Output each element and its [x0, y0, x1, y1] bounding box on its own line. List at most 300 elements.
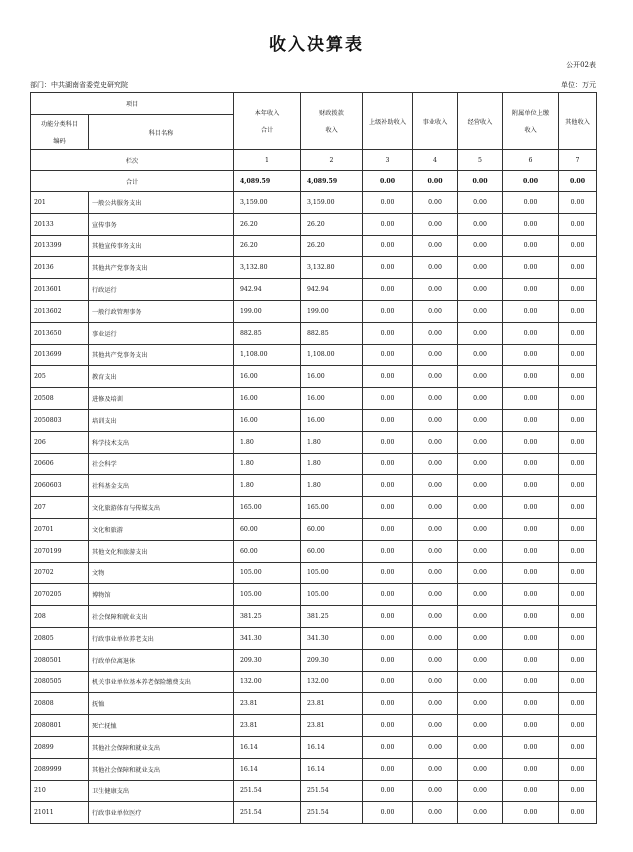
table-row: [31, 300, 597, 322]
subject-name: 社会保障和就业支出: [89, 606, 234, 628]
value-zero: 0.00: [559, 344, 597, 366]
value-zero: 0.00: [363, 497, 413, 519]
value-total: 16.14: [234, 736, 301, 758]
subject-code: 2080801: [31, 715, 89, 737]
value-zero: 0.00: [413, 627, 458, 649]
value-zero: 0.00: [559, 322, 597, 344]
table-row: [31, 257, 597, 279]
header-col-fiscal: 财政拨款 收入: [301, 93, 363, 150]
value-fiscal: 16.00: [301, 388, 363, 410]
table-row: [31, 758, 597, 780]
value-zero: 0.00: [458, 758, 503, 780]
value-total: 209.30: [234, 649, 301, 671]
value-zero: 0.00: [559, 388, 597, 410]
subject-name: 一般行政管理事务: [89, 300, 234, 322]
value-zero: 0.00: [503, 562, 559, 584]
subject-name: 死亡抚恤: [89, 715, 234, 737]
value-zero: 0.00: [458, 802, 503, 824]
header-col-operating: 经营收入: [458, 93, 503, 150]
value-zero: 0.00: [413, 562, 458, 584]
value-total: 1.80: [234, 431, 301, 453]
table-row: [31, 322, 597, 344]
table-row: [31, 671, 597, 693]
value-fiscal: 942.94: [301, 279, 363, 301]
table-row: [31, 540, 597, 562]
value-zero: 0.00: [458, 431, 503, 453]
table-row: [31, 715, 597, 737]
value-zero: 0.00: [458, 213, 503, 235]
value-fiscal: 1.80: [301, 475, 363, 497]
subject-code: 20805: [31, 627, 89, 649]
subject-name: 一般公共服务支出: [89, 192, 234, 214]
row-index-label: 栏次: [31, 150, 234, 171]
value-zero: 0.00: [363, 409, 413, 431]
value-zero: 0.00: [413, 497, 458, 519]
value-zero: 0.00: [503, 344, 559, 366]
value-zero: 0.00: [363, 584, 413, 606]
value-zero: 0.00: [413, 192, 458, 214]
subject-code: 20701: [31, 518, 89, 540]
value-zero: 0.00: [413, 606, 458, 628]
value-zero: 0.00: [559, 235, 597, 257]
value-zero: 0.00: [458, 497, 503, 519]
value-zero: 0.00: [363, 780, 413, 802]
value-zero: 0.00: [559, 497, 597, 519]
total-value: 4,089.59: [234, 171, 301, 192]
table-row: [31, 409, 597, 431]
subject-name: 抚恤: [89, 693, 234, 715]
value-zero: 0.00: [363, 257, 413, 279]
subject-name: 进修及培训: [89, 388, 234, 410]
value-zero: 0.00: [413, 693, 458, 715]
total-value: 0.00: [503, 171, 559, 192]
value-fiscal: 26.20: [301, 235, 363, 257]
col-num: 6: [503, 150, 559, 171]
value-zero: 0.00: [503, 279, 559, 301]
value-zero: 0.00: [559, 606, 597, 628]
table-row: [31, 606, 597, 628]
value-zero: 0.00: [413, 715, 458, 737]
value-zero: 0.00: [503, 736, 559, 758]
table-row: [31, 518, 597, 540]
table-row: [31, 780, 597, 802]
total-value: 0.00: [559, 171, 597, 192]
value-zero: 0.00: [413, 453, 458, 475]
value-zero: 0.00: [458, 518, 503, 540]
value-zero: 0.00: [363, 802, 413, 824]
subject-code: 201: [31, 192, 89, 214]
subject-name: 其他共产党事务支出: [89, 257, 234, 279]
header-col-total: 本年收入 合计: [234, 93, 301, 150]
value-zero: 0.00: [458, 736, 503, 758]
value-fiscal: 60.00: [301, 540, 363, 562]
value-zero: 0.00: [559, 736, 597, 758]
value-zero: 0.00: [559, 279, 597, 301]
table-row: [31, 453, 597, 475]
value-total: 105.00: [234, 562, 301, 584]
value-zero: 0.00: [559, 562, 597, 584]
value-total: 16.14: [234, 758, 301, 780]
value-total: 132.00: [234, 671, 301, 693]
value-fiscal: 16.14: [301, 758, 363, 780]
value-zero: 0.00: [363, 540, 413, 562]
value-zero: 0.00: [458, 540, 503, 562]
value-zero: 0.00: [363, 431, 413, 453]
table-row: [31, 649, 597, 671]
subject-name: 行政事业单位养老支出: [89, 627, 234, 649]
value-zero: 0.00: [458, 627, 503, 649]
value-zero: 0.00: [413, 409, 458, 431]
value-zero: 0.00: [503, 475, 559, 497]
subject-code: 20133: [31, 213, 89, 235]
value-fiscal: 341.30: [301, 627, 363, 649]
value-zero: 0.00: [458, 671, 503, 693]
value-zero: 0.00: [363, 192, 413, 214]
subject-code: 20702: [31, 562, 89, 584]
value-total: 26.20: [234, 213, 301, 235]
col-num: 2: [301, 150, 363, 171]
value-fiscal: 60.00: [301, 518, 363, 540]
value-zero: 0.00: [559, 213, 597, 235]
subject-code: 2060603: [31, 475, 89, 497]
subject-code: 2089999: [31, 758, 89, 780]
subject-name: 教育支出: [89, 366, 234, 388]
subject-name: 行政运行: [89, 279, 234, 301]
subject-code: 21011: [31, 802, 89, 824]
total-value: 0.00: [413, 171, 458, 192]
value-total: 199.00: [234, 300, 301, 322]
value-zero: 0.00: [458, 300, 503, 322]
form-number: 公开02表: [566, 61, 596, 69]
value-zero: 0.00: [503, 584, 559, 606]
total-label: 合计: [31, 171, 234, 192]
value-zero: 0.00: [413, 475, 458, 497]
table-row: [31, 802, 597, 824]
value-fiscal: 199.00: [301, 300, 363, 322]
value-zero: 0.00: [413, 279, 458, 301]
value-zero: 0.00: [458, 715, 503, 737]
value-zero: 0.00: [503, 540, 559, 562]
value-fiscal: 882.85: [301, 322, 363, 344]
value-zero: 0.00: [559, 584, 597, 606]
subject-code: 210: [31, 780, 89, 802]
subject-name: 文化和旅游: [89, 518, 234, 540]
value-zero: 0.00: [363, 627, 413, 649]
subject-name: 科学技术支出: [89, 431, 234, 453]
value-zero: 0.00: [413, 322, 458, 344]
value-zero: 0.00: [503, 606, 559, 628]
value-zero: 0.00: [559, 540, 597, 562]
value-zero: 0.00: [413, 649, 458, 671]
value-zero: 0.00: [413, 431, 458, 453]
subject-code: 2013602: [31, 300, 89, 322]
value-fiscal: 23.81: [301, 715, 363, 737]
value-zero: 0.00: [559, 780, 597, 802]
subject-name: 其他共产党事务支出: [89, 344, 234, 366]
value-fiscal: 1.80: [301, 431, 363, 453]
value-fiscal: 105.00: [301, 584, 363, 606]
header-col-subsidy: 上级补助收入: [363, 93, 413, 150]
subject-name: 文物: [89, 562, 234, 584]
value-zero: 0.00: [559, 453, 597, 475]
value-zero: 0.00: [413, 780, 458, 802]
value-zero: 0.00: [413, 235, 458, 257]
value-zero: 0.00: [559, 693, 597, 715]
value-zero: 0.00: [363, 366, 413, 388]
value-zero: 0.00: [503, 409, 559, 431]
table-row: [31, 192, 597, 214]
value-zero: 0.00: [503, 235, 559, 257]
value-zero: 0.00: [363, 758, 413, 780]
subject-code: 2013650: [31, 322, 89, 344]
table-row: [31, 562, 597, 584]
table-row: [31, 693, 597, 715]
value-zero: 0.00: [458, 257, 503, 279]
value-zero: 0.00: [559, 192, 597, 214]
value-zero: 0.00: [458, 780, 503, 802]
value-zero: 0.00: [363, 715, 413, 737]
value-fiscal: 3,132.80: [301, 257, 363, 279]
col-num: 3: [363, 150, 413, 171]
value-zero: 0.00: [559, 758, 597, 780]
subject-code: 2080505: [31, 671, 89, 693]
value-fiscal: 251.54: [301, 780, 363, 802]
value-zero: 0.00: [413, 758, 458, 780]
value-zero: 0.00: [503, 192, 559, 214]
value-zero: 0.00: [413, 802, 458, 824]
value-total: 23.81: [234, 693, 301, 715]
value-zero: 0.00: [458, 584, 503, 606]
header-col-other: 其他收入: [559, 93, 597, 150]
column-index-row: [31, 150, 597, 171]
value-zero: 0.00: [413, 671, 458, 693]
value-zero: 0.00: [503, 322, 559, 344]
subject-name: 机关事业单位基本养老保险缴费支出: [89, 671, 234, 693]
subject-code: 20808: [31, 693, 89, 715]
value-zero: 0.00: [458, 388, 503, 410]
value-zero: 0.00: [363, 322, 413, 344]
value-zero: 0.00: [503, 497, 559, 519]
value-zero: 0.00: [458, 322, 503, 344]
value-zero: 0.00: [503, 300, 559, 322]
value-fiscal: 1.80: [301, 453, 363, 475]
value-total: 251.54: [234, 780, 301, 802]
table-row: [31, 213, 597, 235]
value-zero: 0.00: [363, 453, 413, 475]
value-zero: 0.00: [363, 518, 413, 540]
value-zero: 0.00: [503, 671, 559, 693]
value-fiscal: 251.54: [301, 802, 363, 824]
total-value: 4,089.59: [301, 171, 363, 192]
value-total: 23.81: [234, 715, 301, 737]
value-zero: 0.00: [559, 802, 597, 824]
value-zero: 0.00: [458, 475, 503, 497]
value-zero: 0.00: [503, 715, 559, 737]
value-zero: 0.00: [503, 257, 559, 279]
value-zero: 0.00: [458, 409, 503, 431]
subject-code: 2013399: [31, 235, 89, 257]
table-row: [31, 627, 597, 649]
value-zero: 0.00: [503, 213, 559, 235]
value-zero: 0.00: [458, 344, 503, 366]
subject-name: 社科基金支出: [89, 475, 234, 497]
value-zero: 0.00: [363, 671, 413, 693]
value-fiscal: 209.30: [301, 649, 363, 671]
table-row: [31, 584, 597, 606]
col-num: 7: [559, 150, 597, 171]
value-zero: 0.00: [458, 235, 503, 257]
subject-name: 行政事业单位医疗: [89, 802, 234, 824]
subject-name: 其他社会保障和就业支出: [89, 758, 234, 780]
subject-code: 208: [31, 606, 89, 628]
subject-code: 206: [31, 431, 89, 453]
value-zero: 0.00: [458, 606, 503, 628]
value-total: 251.54: [234, 802, 301, 824]
value-zero: 0.00: [559, 715, 597, 737]
unit-label: 单位：万元: [561, 81, 596, 89]
value-zero: 0.00: [503, 758, 559, 780]
subject-code: 2070199: [31, 540, 89, 562]
total-value: 0.00: [363, 171, 413, 192]
value-zero: 0.00: [503, 453, 559, 475]
subject-code: 2080501: [31, 649, 89, 671]
value-zero: 0.00: [413, 540, 458, 562]
table-row: [31, 344, 597, 366]
value-zero: 0.00: [363, 388, 413, 410]
header-row-1: [31, 93, 597, 115]
value-zero: 0.00: [458, 279, 503, 301]
subject-name: 行政单位离退休: [89, 649, 234, 671]
value-zero: 0.00: [458, 562, 503, 584]
subject-name: 其他文化和旅游支出: [89, 540, 234, 562]
value-zero: 0.00: [363, 235, 413, 257]
value-zero: 0.00: [559, 366, 597, 388]
value-fiscal: 132.00: [301, 671, 363, 693]
value-zero: 0.00: [559, 649, 597, 671]
subject-name: 文化旅游体育与传媒支出: [89, 497, 234, 519]
value-zero: 0.00: [503, 780, 559, 802]
table-row: [31, 497, 597, 519]
value-total: 3,132.80: [234, 257, 301, 279]
subject-code: 20899: [31, 736, 89, 758]
value-total: 341.30: [234, 627, 301, 649]
value-zero: 0.00: [559, 475, 597, 497]
value-zero: 0.00: [559, 431, 597, 453]
value-zero: 0.00: [413, 213, 458, 235]
value-fiscal: 381.25: [301, 606, 363, 628]
value-zero: 0.00: [458, 649, 503, 671]
total-value: 0.00: [458, 171, 503, 192]
subject-code: 2070205: [31, 584, 89, 606]
value-zero: 0.00: [503, 649, 559, 671]
value-zero: 0.00: [559, 300, 597, 322]
value-zero: 0.00: [363, 606, 413, 628]
value-zero: 0.00: [363, 649, 413, 671]
value-zero: 0.00: [503, 693, 559, 715]
value-fiscal: 1,108.00: [301, 344, 363, 366]
value-zero: 0.00: [363, 475, 413, 497]
revenue-table: [30, 92, 597, 824]
value-zero: 0.00: [413, 366, 458, 388]
table-row: [31, 366, 597, 388]
value-zero: 0.00: [503, 388, 559, 410]
table-row: [31, 235, 597, 257]
value-zero: 0.00: [363, 300, 413, 322]
value-zero: 0.00: [458, 453, 503, 475]
value-fiscal: 23.81: [301, 693, 363, 715]
value-zero: 0.00: [503, 802, 559, 824]
header-code: 功能分类科目 编码: [31, 115, 89, 150]
value-total: 1,108.00: [234, 344, 301, 366]
table-row: [31, 279, 597, 301]
value-total: 60.00: [234, 518, 301, 540]
value-total: 165.00: [234, 497, 301, 519]
table-row: [31, 475, 597, 497]
subject-code: 207: [31, 497, 89, 519]
value-total: 16.00: [234, 366, 301, 388]
subject-code: 20606: [31, 453, 89, 475]
header-col-business: 事业收入: [413, 93, 458, 150]
subject-name: 其他宣传事务支出: [89, 235, 234, 257]
subject-code: 2013699: [31, 344, 89, 366]
col-num: 1: [234, 150, 301, 171]
subject-name: 博物馆: [89, 584, 234, 606]
value-total: 105.00: [234, 584, 301, 606]
col-num: 4: [413, 150, 458, 171]
subject-code: 20136: [31, 257, 89, 279]
value-total: 3,159.00: [234, 192, 301, 214]
department-label: 部门：中共湖南省委党史研究院: [30, 81, 128, 89]
value-zero: 0.00: [559, 518, 597, 540]
value-zero: 0.00: [413, 388, 458, 410]
value-zero: 0.00: [503, 518, 559, 540]
value-zero: 0.00: [503, 627, 559, 649]
value-zero: 0.00: [559, 409, 597, 431]
value-zero: 0.00: [363, 693, 413, 715]
value-zero: 0.00: [458, 366, 503, 388]
value-zero: 0.00: [413, 344, 458, 366]
value-fiscal: 105.00: [301, 562, 363, 584]
header-name: 科目名称: [89, 115, 234, 150]
subject-name: 其他社会保障和就业支出: [89, 736, 234, 758]
subject-name: 培训支出: [89, 409, 234, 431]
subject-name: 卫生健康支出: [89, 780, 234, 802]
value-fiscal: 16.00: [301, 366, 363, 388]
value-zero: 0.00: [413, 584, 458, 606]
value-zero: 0.00: [363, 736, 413, 758]
col-num: 5: [458, 150, 503, 171]
value-zero: 0.00: [413, 300, 458, 322]
value-zero: 0.00: [363, 562, 413, 584]
subject-code: 2013601: [31, 279, 89, 301]
table-row: [31, 388, 597, 410]
value-total: 16.00: [234, 409, 301, 431]
value-total: 1.80: [234, 453, 301, 475]
value-total: 60.00: [234, 540, 301, 562]
value-zero: 0.00: [413, 257, 458, 279]
value-fiscal: 16.00: [301, 409, 363, 431]
subject-name: 宣传事务: [89, 213, 234, 235]
value-total: 942.94: [234, 279, 301, 301]
value-total: 381.25: [234, 606, 301, 628]
value-zero: 0.00: [559, 257, 597, 279]
subject-code: 205: [31, 366, 89, 388]
value-zero: 0.00: [503, 431, 559, 453]
value-zero: 0.00: [413, 518, 458, 540]
value-total: 16.00: [234, 388, 301, 410]
value-zero: 0.00: [458, 693, 503, 715]
table-row: [31, 736, 597, 758]
